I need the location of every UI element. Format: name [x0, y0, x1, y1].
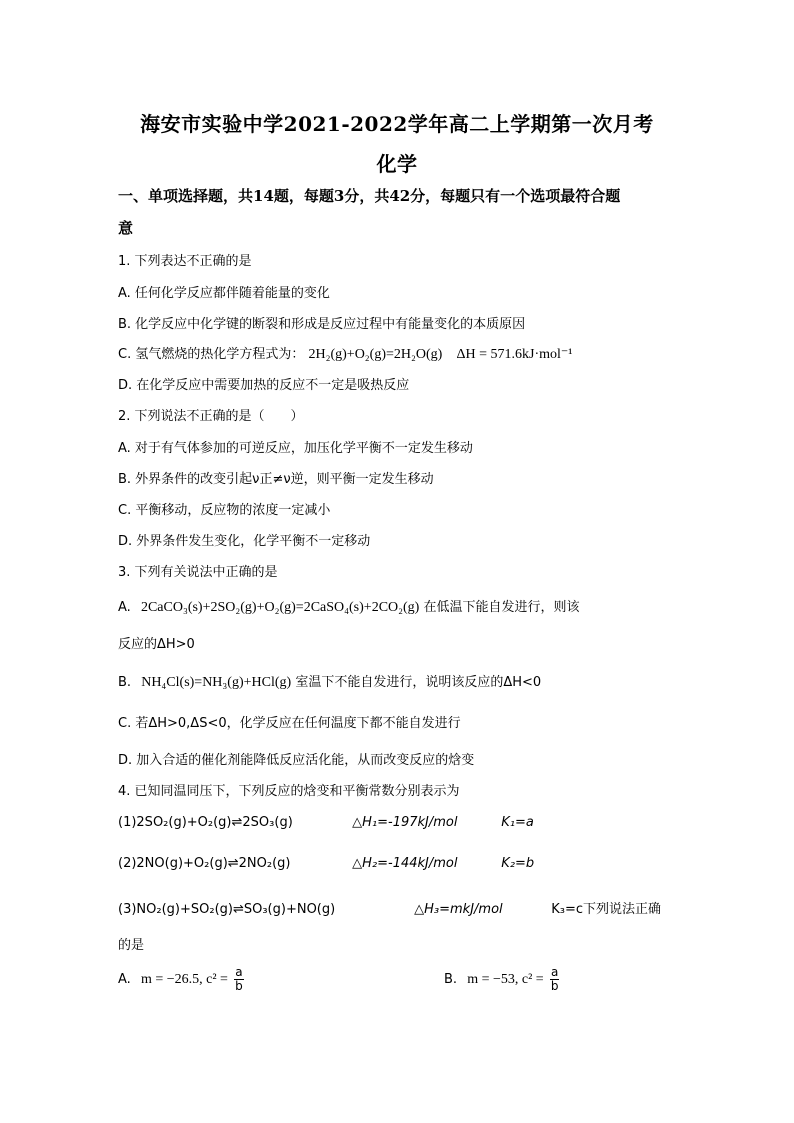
q4-reaction-1-equation: (1)2SO₂(g)+O₂(g)⇌2SO₃(g)	[118, 815, 293, 830]
q2-option-a: A. 对于有气体参加的可逆反应，加压化学平衡不一定发生移动	[118, 441, 473, 456]
q4-reaction-3-constant: K₃=c下列说法正确	[551, 902, 662, 917]
section-heading	[118, 180, 678, 244]
q4-option-a-numerator: a	[235, 965, 243, 979]
q1-option-c-equation: 2H₂(g)+O₂(g)=2H₂O(g)	[308, 347, 443, 362]
q4-reaction-1	[118, 815, 534, 830]
q4-reaction-3-enthalpy: △H₃=mkJ/mol	[414, 902, 503, 917]
q4-reaction-3-continued: 的是	[118, 938, 145, 953]
q4-option-a	[118, 966, 244, 993]
q4-option-b	[444, 966, 559, 993]
q3-option-b-label: B.	[118, 675, 132, 690]
q4-reaction-2	[118, 856, 534, 871]
q1-stem: 1. 下列表达不正确的是	[118, 254, 252, 269]
exam-title: 海安市实验中学2021-2022学年高二上学期第一次月考	[140, 112, 654, 136]
q1-option-c	[118, 343, 572, 363]
q4-reaction-3-equation: (3)NO₂(g)+SO₂(g)⇌SO₃(g)+NO(g)	[118, 902, 336, 917]
q3-option-b-equation: NH₄Cl(s)=NH₃(g)+HCl(g)	[141, 675, 292, 690]
q2-option-c: C. 平衡移动，反应物的浓度一定减小	[118, 503, 331, 518]
q3-option-c: C. 若ΔH>0,ΔS<0，化学反应在任何温度下都不能自发进行	[118, 716, 461, 731]
q4-reaction-2-constant: K₂=b	[501, 856, 535, 871]
q4-option-b-fraction	[550, 966, 560, 993]
q4-option-b-equation: m = −53, c² =	[467, 972, 544, 987]
q4-option-b-numerator: a	[550, 965, 559, 979]
q4-reaction-2-equation: (2)2NO(g)+O₂(g)⇌2NO₂(g)	[118, 856, 291, 871]
q1-option-d: D. 在化学反应中需要加热的反应不一定是吸热反应	[118, 378, 410, 393]
q3-option-a-continued: 反应的ΔH>0	[118, 637, 195, 652]
q2-option-d: D. 外界条件发生变化，化学平衡不一定移动	[118, 534, 371, 549]
q3-option-d: D. 加入合适的催化剂能降低反应活化能，从而改变反应的焓变	[118, 753, 475, 768]
q4-reaction-1-enthalpy: △H₁=-197kJ/mol	[352, 815, 458, 830]
section-heading-line1: 一、单项选择题，共14题，每题3分，共42分，每题只有一个选项最符合题	[118, 187, 621, 205]
q4-option-b-label: B.	[444, 972, 458, 987]
q2-stem: 2. 下列说法不正确的是（ ）	[118, 409, 304, 424]
q3-option-a	[118, 596, 580, 616]
q1-option-c-enthalpy: ΔH = 571.6kJ·mol⁻¹	[456, 347, 573, 362]
q4-reaction-1-constant: K₁=a	[501, 815, 534, 830]
q2-option-b: B. 外界条件的改变引起ν正≠ν逆，则平衡一定发生移动	[118, 472, 434, 487]
q4-option-a-label: A.	[118, 972, 131, 987]
q4-option-a-equation: m = −26.5, c² =	[140, 972, 228, 987]
q1-option-c-text: C. 氢气燃烧的热化学方程式为：	[118, 347, 305, 362]
section-heading-line2: 意	[118, 219, 134, 237]
q1-option-b: B. 化学反应中化学键的断裂和形成是反应过程中有能量变化的本质原因	[118, 317, 526, 332]
q1-option-a: A. 任何化学反应都伴随着能量的变化	[118, 286, 330, 301]
q4-stem: 4. 已知同温同压下，下列反应的焓变和平衡常数分别表示为	[118, 784, 460, 799]
q3-stem: 3. 下列有关说法中正确的是	[118, 565, 278, 580]
q3-option-b	[118, 671, 541, 691]
q3-option-a-equation: 2CaCO₃(s)+2SO₂(g)+O₂(g)=2CaSO₄(s)+2CO₂(g)	[140, 600, 420, 615]
q4-option-a-denominator: b	[235, 979, 243, 993]
q4-option-b-denominator: b	[550, 979, 559, 993]
subject-title: 化学	[376, 152, 418, 176]
q4-reaction-3	[118, 898, 661, 917]
q3-option-b-text: 室温下不能自发进行，说明该反应的ΔH<0	[295, 675, 542, 690]
q3-option-a-text: 在低温下能自发进行，则该	[423, 600, 580, 615]
q3-option-a-label: A.	[118, 600, 131, 615]
q4-option-a-fraction	[234, 966, 244, 993]
q4-reaction-2-enthalpy: △H₂=-144kJ/mol	[352, 856, 458, 871]
